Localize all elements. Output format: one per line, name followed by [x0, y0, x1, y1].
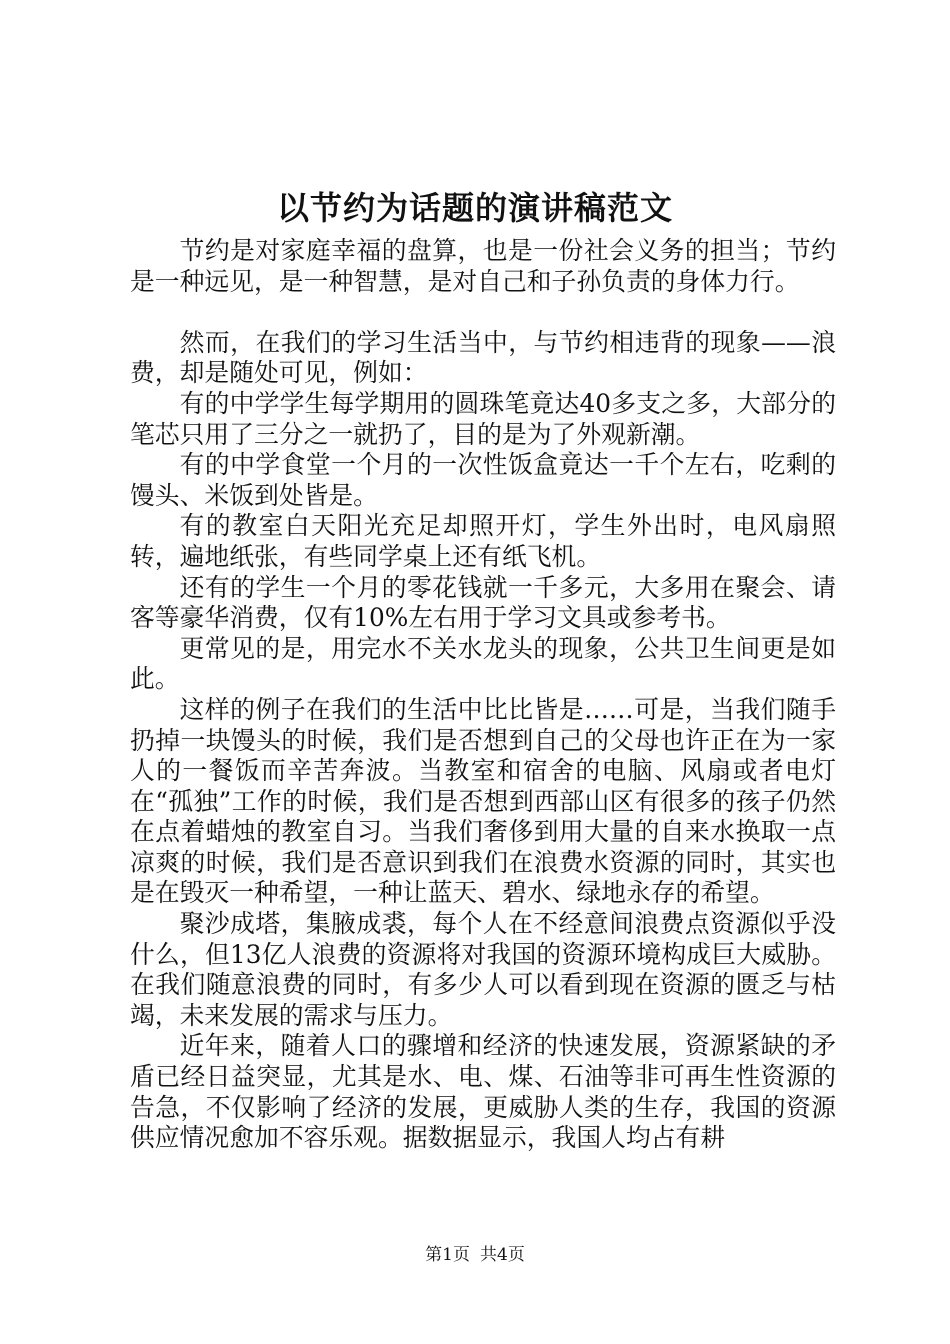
paragraph: 这样的例子在我们的生活中比比皆是……可是，当我们随手扔掉一块馒头的时候，我们是否想到自己的父母也许正在为一家人的一餐饭而辛苦奔波。当教室和宿舍的电脑、风扇或者电灯在“孤独”工作的时候，我们是否想到西部山区有很多的孩子仍然在点着蜡烛的教室自习。当我们奢侈到用大量的自来水换取一点凉爽的时候，我们是否意识到我们在浪费水资源的同时，其实也是在毁灭一种希望，一种让蓝天、碧水、绿地永存的希望。: [130, 694, 836, 908]
page-number: 第1页: [425, 1245, 470, 1265]
paragraph: 有的中学学生每学期用的圆珠笔竟达40多支之多，大部分的笔芯只用了三分之一就扔了，目的是为了外观新潮。: [130, 388, 836, 449]
paragraph: 近年来，随着人口的骤增和经济的快速发展，资源紧缺的矛盾已经日益突显，尤其是水、电、煤、石油等非可再生性资源的告急，不仅影响了经济的发展，更威胁人类的生存，我国的资源供应情况愈加不容乐观。据数据显示，我国人均占有耕: [130, 1031, 836, 1153]
page-footer: [0, 1243, 950, 1267]
document-body: [130, 236, 836, 1154]
paragraph: 聚沙成塔，集腋成裘，每个人在不经意间浪费点资源似乎没什么，但13亿人浪费的资源将对我国的资源环境构成巨大威胁。在我们随意浪费的同时，有多少人可以看到现在资源的匮乏与枯竭，未来发展的需求与压力。: [130, 909, 836, 1030]
paragraph: 更常见的是，用完水不关水龙头的现象，公共卫生间更是如此。: [130, 633, 836, 694]
paragraph: 然而，在我们的学习生活当中，与节约相违背的现象——浪费，却是随处可见，例如：: [130, 327, 836, 388]
paragraph: 有的中学食堂一个月的一次性饭盒竟达一千个左右，吃剩的馒头、米饭到处皆是。: [130, 450, 836, 510]
paragraph: 有的教室白天阳光充足却照开灯，学生外出时，电风扇照转，遍地纸张，有些同学桌上还有纸飞机。: [130, 511, 836, 571]
paragraph: 还有的学生一个月的零花钱就一千多元，大多用在聚会、请客等豪华消费，仅有10%左右用于学习文具或参考书。: [130, 572, 836, 633]
paragraph: 节约是对家庭幸福的盘算，也是一份社会义务的担当；节约是一种远见，是一种智慧，是对自己和子孙负责的身体力行。: [130, 236, 836, 296]
page-total: 共4页: [480, 1245, 525, 1265]
document-title: 以节约为话题的演讲稿范文: [276, 189, 673, 227]
